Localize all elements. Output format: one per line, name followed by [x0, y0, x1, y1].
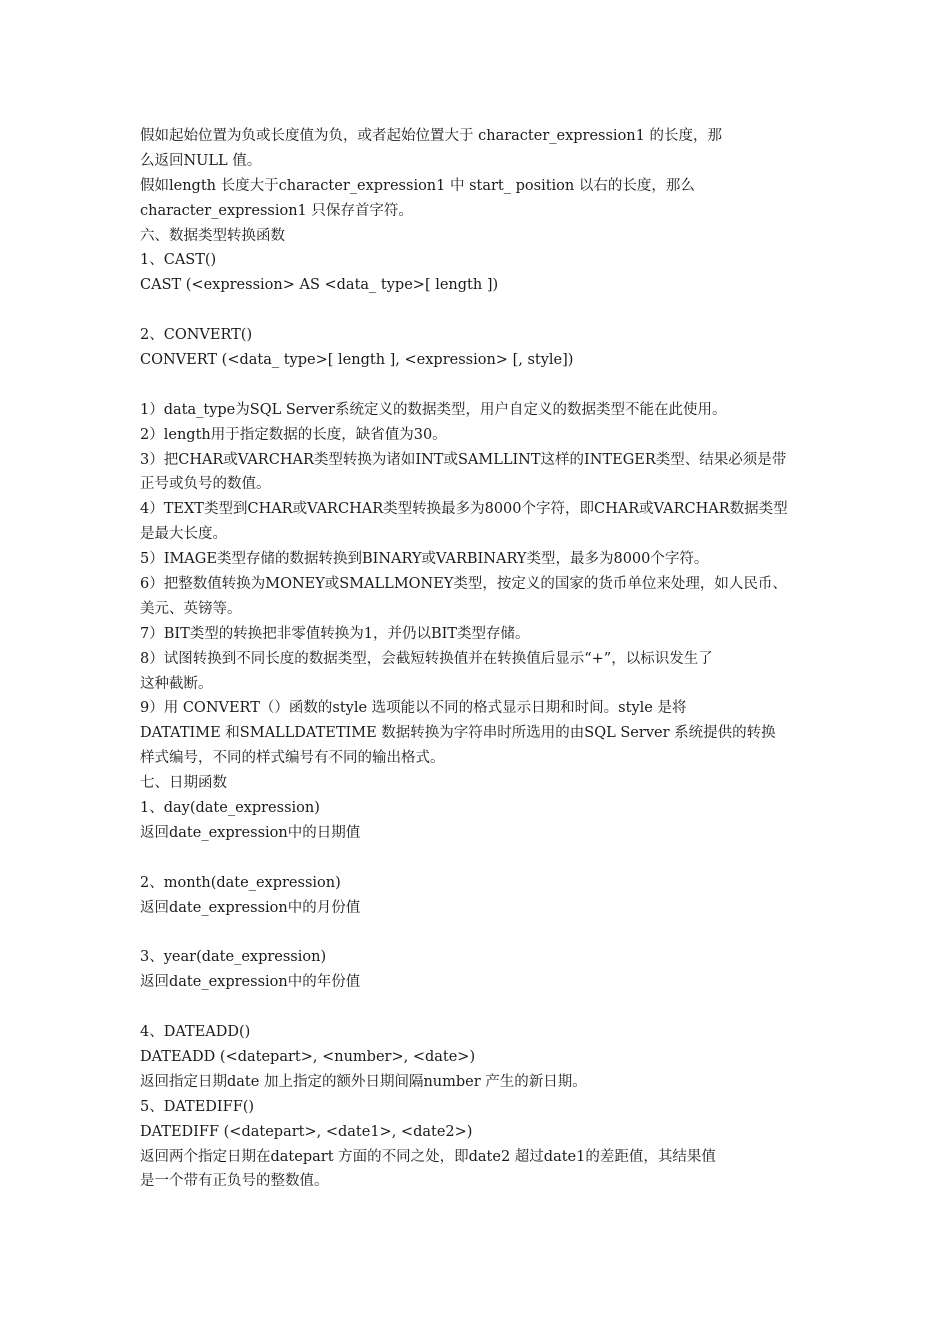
- function-heading: 1、day(date_expression): [140, 800, 320, 817]
- function-heading: 2、month(date_expression): [140, 874, 341, 891]
- text-line: 返回两个指定日期在datepart 方面的不同之处，即date2 超过date1的差距值，其结果值: [140, 1148, 716, 1165]
- text-line: 返回date_expression中的日期值: [140, 824, 361, 841]
- document-body: [140, 124, 820, 1194]
- text-line: 1）data_type为SQL Server系统定义的数据类型，用户自定义的数据类型不能在此使用。: [140, 401, 727, 418]
- text-line: 4）TEXT类型到CHAR或VARCHAR类型转换最多为8000个字符，即CHAR或VARCHAR数据类型: [140, 501, 788, 518]
- function-heading: 4、DATEADD(): [140, 1024, 251, 1041]
- blank-line: [140, 298, 820, 323]
- function-heading: 3、year(date_expression): [140, 949, 327, 966]
- text-line: 么返回NULL 值。: [140, 152, 262, 169]
- section-heading: 七、日期函数: [140, 775, 227, 792]
- text-line: 样式编号，不同的样式编号有不同的输出格式。: [140, 750, 445, 767]
- text-line: 返回date_expression中的年份值: [140, 974, 361, 991]
- text-line: 6）把整数值转换为MONEY或SMALLMONEY类型，按定义的国家的货币单位来处理，如人民币、: [140, 576, 787, 593]
- text-line: 返回date_expression中的月份值: [140, 899, 361, 916]
- text-line: DATATIME 和SMALLDATETIME 数据转换为字符串时所选用的由SQL Server 系统提供的转换: [140, 725, 776, 742]
- text-line: 正号或负号的数值。: [140, 476, 271, 493]
- function-heading: 1、CAST(): [140, 252, 217, 269]
- text-line: 返回指定日期date 加上指定的额外日期间隔number 产生的新日期。: [140, 1073, 587, 1090]
- section-heading: 六、数据类型转换函数: [140, 227, 285, 244]
- text-line: 8）试图转换到不同长度的数据类型，会截短转换值并在转换值后显示“+”，以标识发生了: [140, 650, 713, 667]
- function-heading: 2、CONVERT(): [140, 327, 253, 344]
- syntax-line: DATEDIFF (<datepart>, <date1>, <date2>): [140, 1123, 473, 1140]
- text-line: 9）用 CONVERT（）函数的style 选项能以不同的格式显示日期和时间。style 是将: [140, 700, 687, 717]
- text-line: 3）把CHAR或VARCHAR类型转换为诸如INT或SAMLLINT这样的INTEGER类型、结果必须是带: [140, 451, 787, 468]
- text-line: 5）IMAGE类型存储的数据转换到BINARY或VARBINARY类型，最多为8000个字符。: [140, 551, 709, 568]
- blank-line: [140, 846, 820, 871]
- blank-line: [140, 373, 820, 398]
- syntax-line: CAST (<expression> AS <data_ type>[ length ]): [140, 277, 499, 294]
- text-line: 假如length 长度大于character_expression1 中 start_ position 以右的长度，那么: [140, 177, 695, 194]
- text-line: 是一个带有正负号的整数值。: [140, 1173, 329, 1190]
- text-line: character_expression1 只保存首字符。: [140, 202, 413, 219]
- function-heading: 5、DATEDIFF(): [140, 1098, 255, 1115]
- text-line: 是最大长度。: [140, 526, 227, 543]
- syntax-line: DATEADD (<datepart>, <number>, <date>): [140, 1048, 476, 1065]
- text-line: 假如起始位置为负或长度值为负，或者起始位置大于 character_expression1 的长度，那: [140, 128, 722, 144]
- text-line: 2）length用于指定数据的长度，缺省值为30。: [140, 426, 447, 443]
- syntax-line: CONVERT (<data_ type>[ length ], <expression> [, style]): [140, 352, 574, 369]
- blank-line: [140, 995, 820, 1020]
- text-line: 这种截断。: [140, 675, 213, 692]
- text-line: 7）BIT类型的转换把非零值转换为1，并仍以BIT类型存储。: [140, 625, 530, 642]
- blank-line: [140, 921, 820, 946]
- text-line: 美元、英镑等。: [140, 600, 242, 617]
